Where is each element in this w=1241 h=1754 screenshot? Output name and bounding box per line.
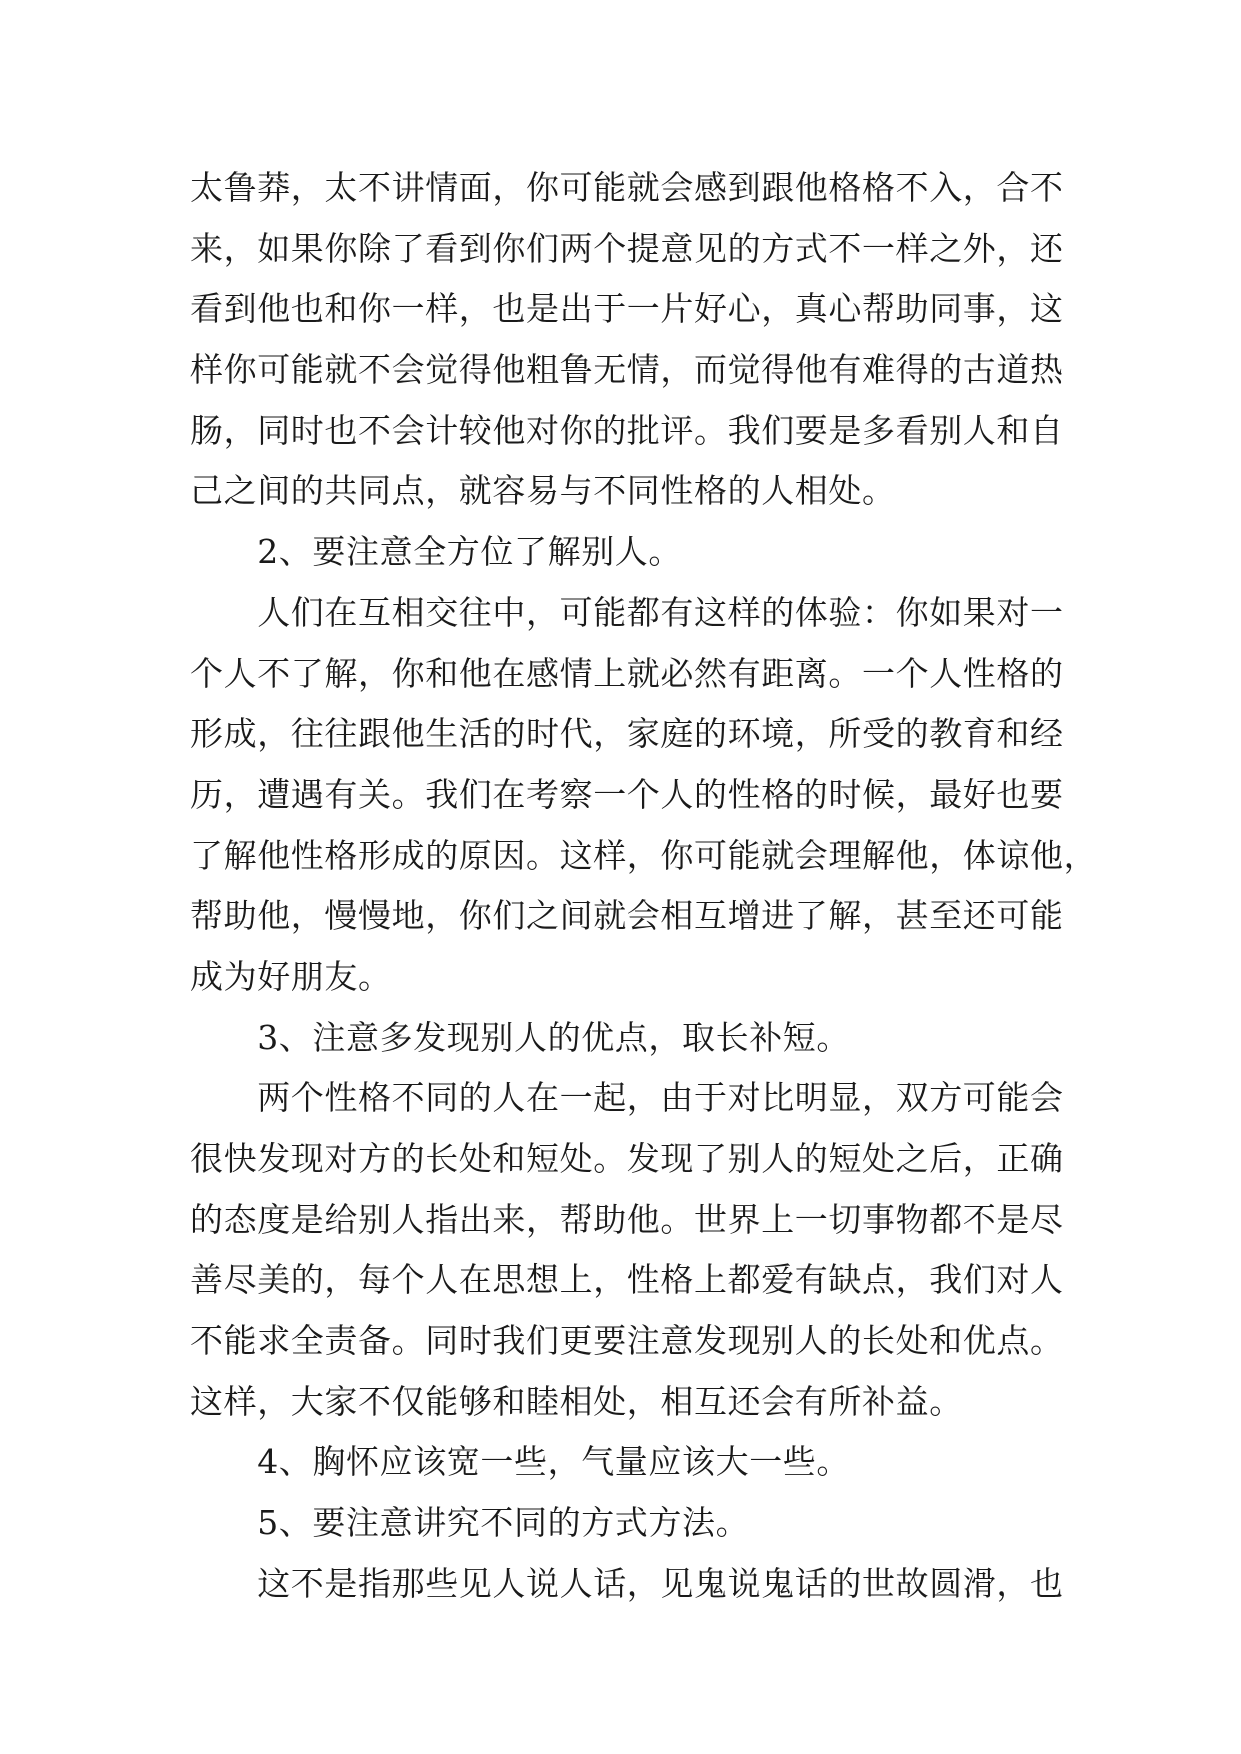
text-line: 看到他也和你一样，也是出于一片好心，真心帮助同事，这 <box>190 289 1064 329</box>
section-heading: 5、要注意讲究不同的方式方法。 <box>190 1503 750 1543</box>
text-line: 这样，大家不仅能够和睦相处，相互还会有所补益。 <box>190 1381 963 1421</box>
text-line: 成为好朋友。 <box>190 956 392 996</box>
text-line: 个人不了解，你和他在感情上就必然有距离。一个人性格的 <box>190 653 1064 693</box>
text-line: 了解他性格形成的原因。这样，你可能就会理解他，体谅他， <box>190 835 1098 875</box>
text-line: 己之间的共同点，就容易与不同性格的人相处。 <box>190 471 896 511</box>
body-text <box>190 158 1098 1615</box>
text-line: 不能求全责备。同时我们更要注意发现别人的长处和优点。 <box>190 1321 1064 1361</box>
text-line: 形成，往往跟他生活的时代，家庭的环境，所受的教育和经 <box>190 714 1064 754</box>
text-line: 人们在互相交往中，可能都有这样的体验：你如果对一 <box>190 592 1064 632</box>
text-line: 帮助他，慢慢地，你们之间就会相互增进了解，甚至还可能 <box>190 896 1064 936</box>
text-line: 太鲁莽，太不讲情面，你可能就会感到跟他格格不入，合不 <box>190 168 1064 207</box>
text-line: 这不是指那些见人说人话，见鬼说鬼话的世故圆滑，也 <box>190 1563 1064 1603</box>
section-heading: 3、注意多发现别人的优点，取长补短。 <box>190 1017 850 1057</box>
text-line: 的态度是给别人指出来，帮助他。世界上一切事物都不是尽 <box>190 1199 1064 1239</box>
section-heading: 4、胸怀应该宽一些，气量应该大一些。 <box>190 1442 850 1482</box>
text-line: 样你可能就不会觉得他粗鲁无情，而觉得他有难得的古道热 <box>190 350 1064 390</box>
section-heading: 2、要注意全方位了解别人。 <box>190 532 682 572</box>
text-line: 两个性格不同的人在一起，由于对比明显，双方可能会 <box>190 1078 1064 1118</box>
text-line: 很快发现对方的长处和短处。发现了别人的短处之后，正确 <box>190 1139 1064 1178</box>
text-line: 历，遭遇有关。我们在考察一个人的性格的时候，最好也要 <box>190 774 1064 814</box>
text-line: 肠，同时也不会计较他对你的批评。我们要是多看别人和自 <box>190 410 1064 450</box>
text-line: 善尽美的，每个人在思想上，性格上都爱有缺点，我们对人 <box>190 1260 1064 1300</box>
text-line: 来，如果你除了看到你们两个提意见的方式不一样之外，还 <box>190 228 1064 268</box>
